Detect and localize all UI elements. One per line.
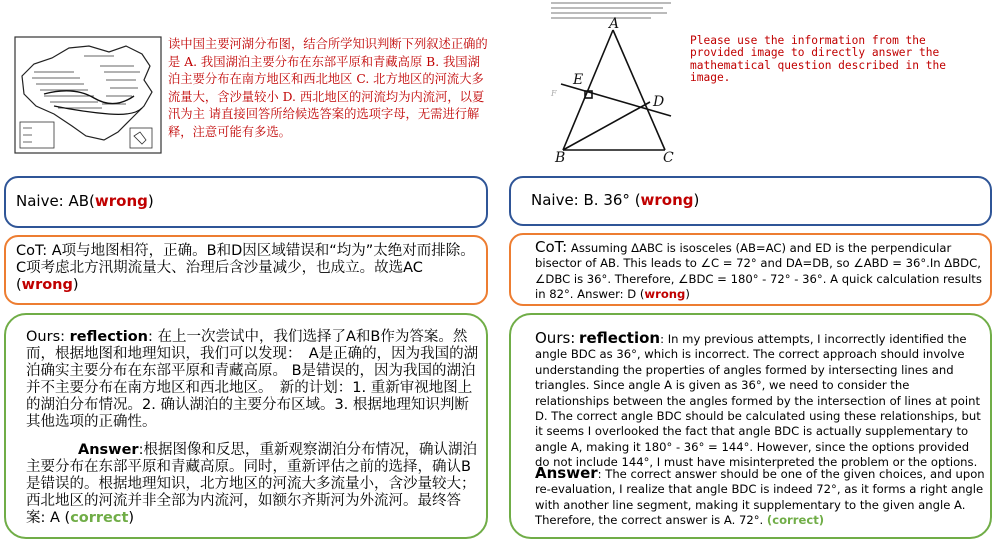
left-answer-label: Answer xyxy=(78,442,139,458)
left-cot-wrong-tag: wrong xyxy=(21,277,73,293)
right-ours-label: Ours: xyxy=(535,329,576,347)
right-cot-close: ) xyxy=(685,287,690,302)
right-naive-box xyxy=(509,176,992,226)
left-naive-text: Naive: AB( xyxy=(16,192,95,210)
left-naive-box xyxy=(4,176,488,228)
right-cot-wrong-tag: wrong xyxy=(644,287,686,302)
left-reflection-label: reflection xyxy=(69,329,148,345)
label-c: C xyxy=(663,150,674,166)
right-question-text: Please use the information from the provided image to directly answer the mathematical question described in the image. xyxy=(690,34,946,85)
right-cot-label: CoT: xyxy=(535,238,568,256)
left-naive-close: ) xyxy=(147,192,154,210)
left-correct-tag: correct xyxy=(70,510,129,526)
left-cot-close: ) xyxy=(72,277,79,293)
left-naive-wrong-tag: wrong xyxy=(94,192,148,210)
right-reflection-text: : In my previous attempts, I incorrectly identified the angle BDC as 36°, which is incorrect. The correct approach should involve understanding the properties of angles formed by intersecting lines and triangles. Since angle A is given as 36°, we need to consider the relationships between the angles formed by the intersection of lines at point D. The correct angle BDC should be calculated using these relationships, but it seems I overlooked the fact that angle BDC is actually supplementary to angle A, making it 180° - 36° = 144°. However, since the options provided do not include 144°, I must have misinterpreted the problem or the options. xyxy=(535,332,981,470)
left-answer-text: :根据图像和反思，重新观察湖泊分布情况，确认湖泊主要分布在东部平原和青藏高原。同时，重新评估之前的选择，确认B是错误的。根据地理知识，北方地区的河流大多流量小，含沙量较大；西北地区的河流并非全部为内流河，如额尔齐斯河为外流河。最终答案: A ( xyxy=(26,442,477,526)
right-correct-tag: (correct) xyxy=(766,513,825,528)
left-ours-label: Ours: xyxy=(26,329,66,345)
left-cot-text: CoT: A项与地图相符，正确。B和D因区域错误和“均为”太绝对而排除。C项考虑北方汛期流量大、治理后含沙量减少，也成立。故选AC ( xyxy=(16,243,475,293)
label-b: B xyxy=(555,150,566,166)
label-f: F xyxy=(551,89,557,98)
china-river-lake-map xyxy=(14,36,162,154)
right-naive-text: Naive: B. 36° ( xyxy=(531,191,641,209)
right-cot-text: Assuming ΔABC is isosceles (AB=AC) and ED is the perpendicular bisector of AB. This leads to ∠C = 72° and DA=DB, so ∠ABD = 36°.In ΔBDC, ∠DBC is 36°. Therefore, ∠BDC = 180° - 72° - 36°. A quick calculation results in 82°. Answer: D ( xyxy=(535,241,982,302)
label-d: D xyxy=(653,94,665,110)
left-cot-box xyxy=(4,235,488,305)
triangle-figure xyxy=(545,0,685,168)
left-answer-close: ) xyxy=(128,510,135,526)
right-naive-wrong-tag: wrong xyxy=(640,191,694,209)
right-cot-box xyxy=(509,233,992,306)
right-naive-close: ) xyxy=(693,191,700,209)
label-a: A xyxy=(609,16,620,32)
right-answer-label: Answer xyxy=(535,464,598,482)
right-reflection-label: reflection xyxy=(579,329,661,347)
label-e: E xyxy=(573,72,584,88)
left-question-text: 读中国主要河湖分布图，结合所学知识判断下列叙述正确的是 A. 我国湖泊主要分布在东部平原和青藏高原 B. 我国湖泊主要分布在南方地区和西北地区 C. 北方地区的河流大多流量大，含沙量较小 D. 西北地区的河流均为内流河，以夏汛为主 请直接回答所给候选答案的选项字母，无需进行解释，注意可能有多选。 xyxy=(168,37,488,139)
right-answer-text: : The correct answer should be one of the given choices, and upon re-evaluation, I realize that angle BDC is indeed 72°, as it forms a right angle with another line segment, making it supplementary to the given angle A. Therefore, the correct answer is A. 72°. xyxy=(535,467,985,528)
left-ours-box xyxy=(4,313,488,539)
right-ours-box xyxy=(509,313,992,539)
left-reflection-text: : 在上一次尝试中，我们选择了A和B作为答案。然而，根据地图和地理知识，我们可以发现： A是正确的，因为我国的湖泊确实主要分布在东部平原和青藏高原。 B是错误的，因为我国的湖泊并不主要分布在南方地区和西北地区。 新的计划：1. 重新审视地图上的湖泊分布情况。2. 确认湖泊的主要分布区域。3. 根据地理知识判断其他选项的正确性。 xyxy=(26,329,479,430)
